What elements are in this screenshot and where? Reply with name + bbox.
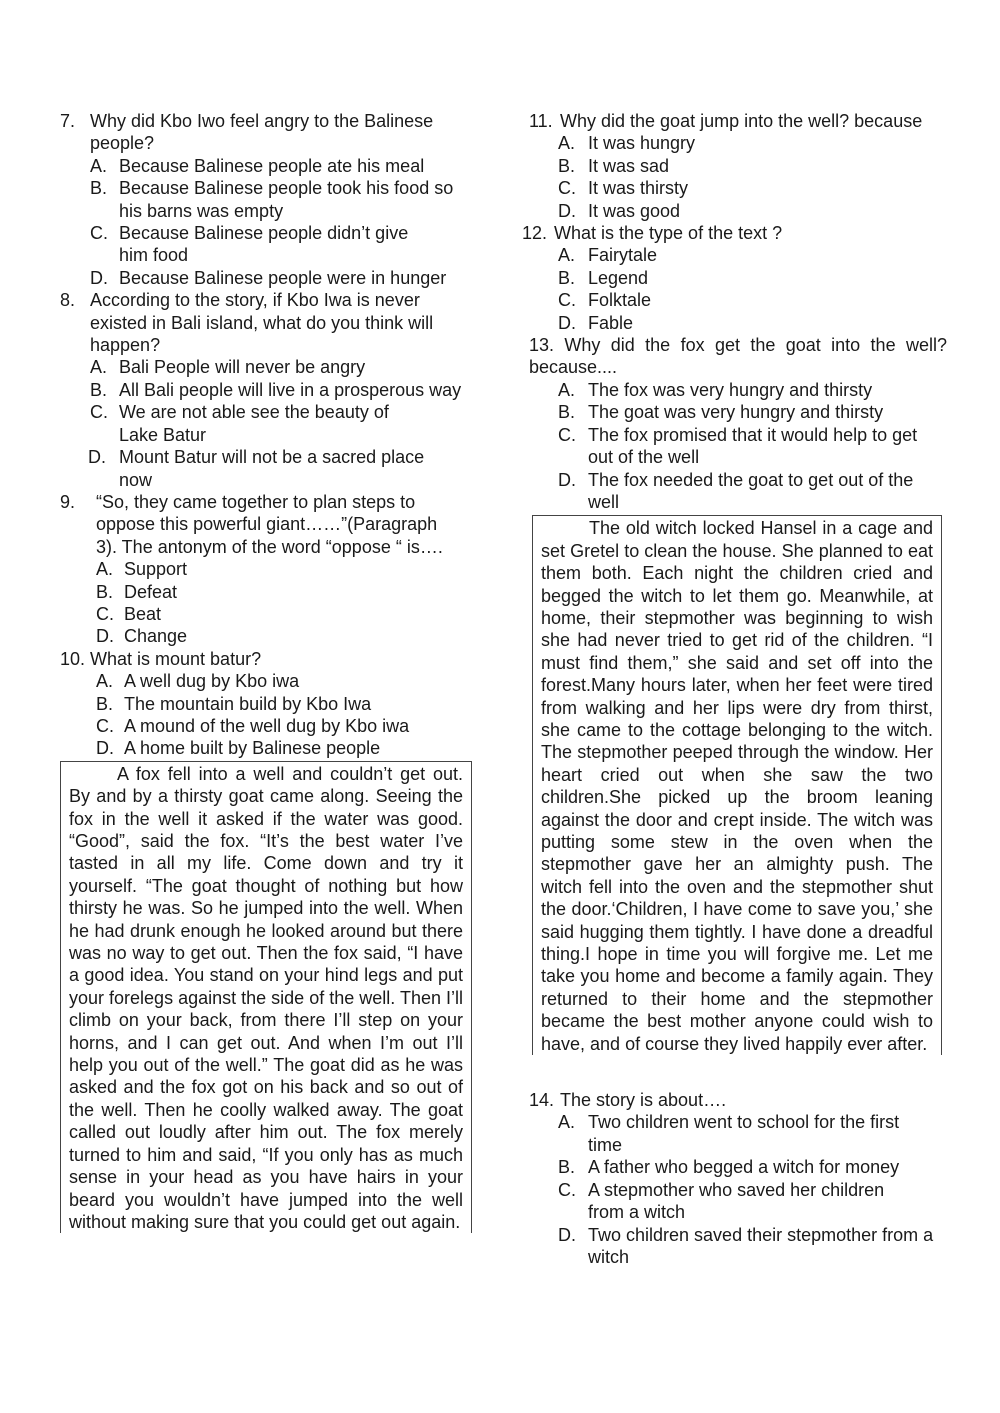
question-14: [522, 1089, 947, 1111]
option-10c: C. A mound of the well dug by Kbo iwa: [96, 715, 410, 736]
left-column: [60, 110, 475, 1233]
option-14a: A. Two children went to school for the first time: [558, 1112, 900, 1155]
option-13b: B. The goat was very hungry and thirsty: [558, 402, 884, 423]
option-11d: D. It was good: [558, 200, 681, 221]
option-14c: C. A stepmother who saved her children from a witch: [558, 1179, 885, 1223]
question-text: “So, they came together to plan steps to oppose this powerful giant……”(Paragraph 3). The antonym of the word “oppose “ is….: [96, 491, 443, 557]
option-8d: D. Mount Batur will not be a sacred place now: [88, 447, 425, 490]
question-7: [60, 110, 475, 155]
option-10a: A. A well dug by Kbo iwa: [96, 671, 300, 692]
fox-passage-text: A fox fell into a well and couldn’t get out. By and by a thirsty goat came along. Seeing the fox in the well it asked if the water was good. “Good”, said the fox. “It’s the best water I’ve tasted in all my life. Come down and try it yourself. “The goat thought of nothing but how thirsty he was. So he jumped into the well. When he had drunk enough he looked around but there was no way to get out. Then the fox said, “I have a good idea. You stand on your hind legs and put your forelegs against the side of the well. Then I’ll climb on your back, from there I’ll step on your horns, and I can get out. And when I’m out I’ll help you out of the well.” The goat did as he was asked and the fox got on his back and so out of the well. Then he coolly walked away. The goat called out loudly after him out. The fox merely turned to him and said, “If you only has as much sense in your head as you have hairs in your beard you wouldn’t have jumped into the well without making sure that you could get out again.: [69, 763, 463, 1232]
option-12d: D. Fable: [558, 312, 634, 333]
question-9: [60, 491, 446, 558]
witch-passage-text: The old witch locked Hansel in a cage and set Gretel to clean the house. She planned to eat them both. Each night the children cried and begged the witch to let them go. Meanwhile, at home, their stepmother was beginning to wish she had never tried to get rid of the children. “I must find them,” she said and set off into the forest.Many hours later, when her feet were tired from walking and her lips were dry from thirst, she came to the cottage belonging to the witch. The stepmother peeped through the window. Her heart cried out when she saw the two children.She picked up the broom leaning against the door and crept inside. The witch was putting some stew in the oven when the stepmother gave her an almighty push. The witch fell into the oven and the stepmother shut the door.‘Children, I have come to save you,’ she said hugging them tightly. I have done a dreadful thing.I hope in time you will forgive me. Let me take you home and become a family again. They returned to their home and the stepmother became the best mother anyone could wish to have, and of course they lived happily ever after.: [541, 518, 933, 1054]
right-column: [522, 110, 947, 1268]
option-9c: C. Beat: [96, 603, 162, 624]
option-13c: C. The fox promised that it would help to get out of the well: [558, 424, 918, 468]
option-14d: D. Two children saved their stepmother from a witch: [558, 1224, 934, 1267]
question-10: [60, 648, 475, 670]
option-7a: A. Because Balinese people ate his meal: [90, 155, 425, 176]
question-number: 9.: [60, 491, 76, 512]
option-8a: A. Bali People will never be angry: [90, 357, 366, 378]
option-12c: C. Folktale: [558, 290, 652, 311]
option-9b: B. Defeat: [96, 581, 178, 602]
question-number: 14.: [529, 1090, 555, 1111]
question-13: [522, 334, 947, 379]
fox-passage-box: [60, 761, 472, 1234]
option-12a: A. Fairytale: [558, 245, 658, 266]
question-text: What is the type of the text ?: [554, 223, 783, 244]
question-number: 7.: [60, 111, 76, 131]
question-text: The story is about….: [560, 1090, 727, 1111]
option-10b: B. The mountain build by Kbo Iwa: [96, 693, 372, 714]
question-number: 10.: [60, 648, 86, 669]
option-7c: C. Because Balinese people didn’t give him food: [90, 223, 409, 266]
question-number: 8.: [60, 290, 76, 311]
spacer: [522, 1055, 947, 1089]
option-14b: B. A father who begged a witch for money: [558, 1157, 900, 1178]
option-8b: B. All Bali people will live in a prosperous way: [90, 379, 462, 400]
option-7b: B. Because Balinese people took his food so his barns was empty: [90, 178, 454, 221]
question-number: 11.: [529, 111, 553, 131]
question-text: Why did the goat jump into the well? because: [560, 111, 923, 131]
question-number: 12.: [522, 223, 548, 244]
option-8c: C. We are not able see the beauty of Lake Batur: [90, 402, 389, 445]
option-9d: D. Change: [96, 626, 188, 647]
question-11: [522, 110, 947, 132]
option-13d: D. The fox needed the goat to get out of the well: [558, 469, 914, 512]
question-number: 13.: [529, 335, 555, 356]
option-10d: D. A home built by Balinese people: [96, 738, 381, 759]
question-12: [522, 222, 947, 244]
option-11c: C. It was thirsty: [558, 178, 689, 199]
question-text: What is mount batur?: [90, 648, 262, 669]
option-12b: B. Legend: [558, 267, 649, 288]
question-8: [60, 289, 450, 356]
question-text: According to the story, if Kbo Iwa is never existed in Bali island, what do you think will happen?: [90, 290, 434, 356]
option-13a: A. The fox was very hungry and thirsty: [558, 379, 873, 400]
question-text: Why did the fox get the goat into the well? because....: [529, 335, 947, 378]
question-text: Why did Kbo Iwo feel angry to the Balinese people?: [90, 111, 434, 154]
option-11a: A. It was hungry: [558, 133, 696, 154]
option-11b: B. It was sad: [558, 155, 670, 176]
option-9a: A. Support: [96, 559, 188, 580]
witch-passage-box: [532, 515, 942, 1055]
option-7d: D. Because Balinese people were in hunger: [90, 267, 447, 288]
